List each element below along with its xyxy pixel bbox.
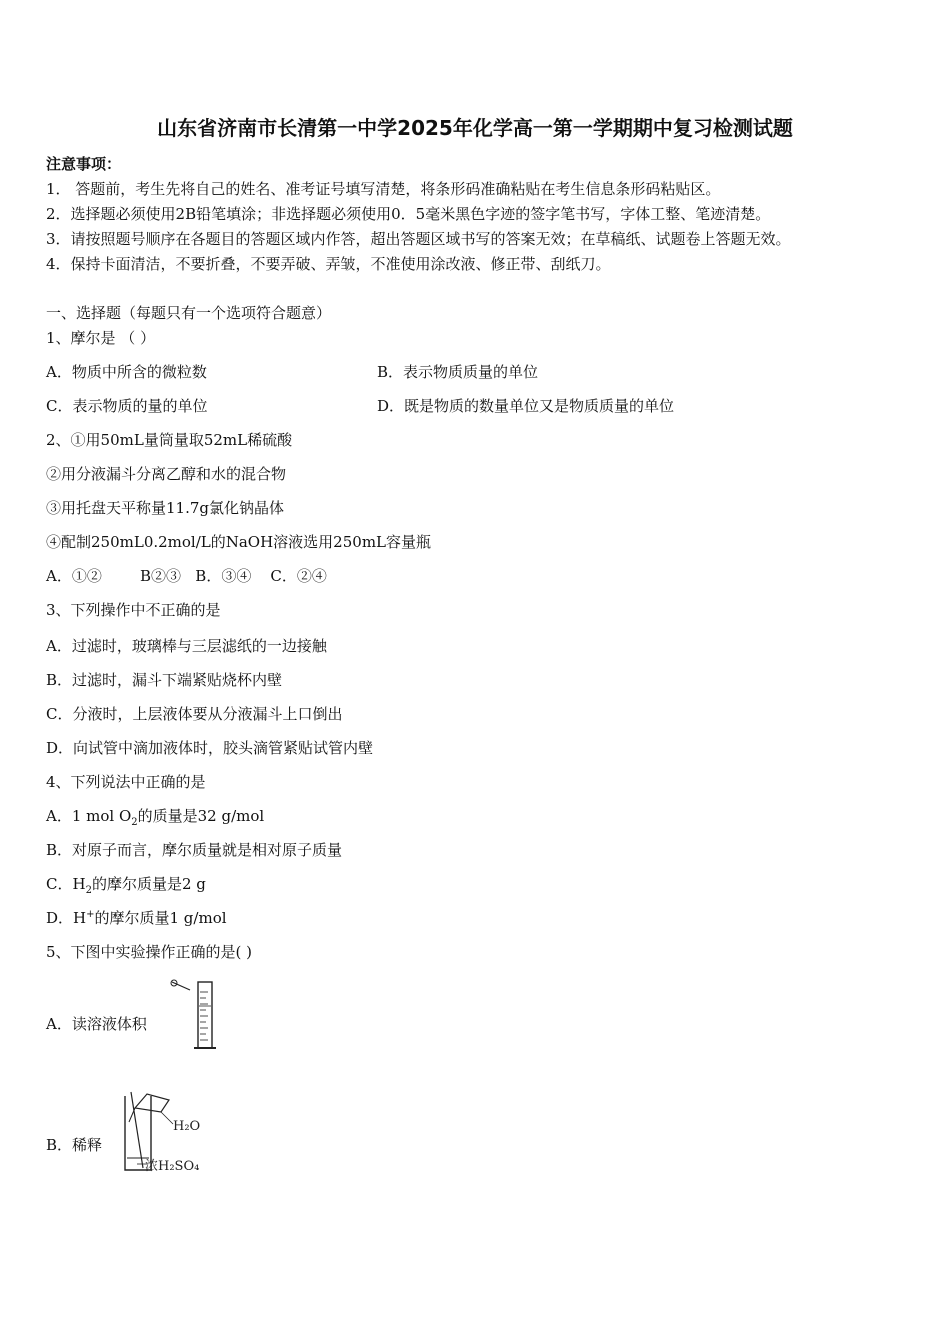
q2-stem: 2、①用50mL量筒量取52mL稀硫酸 [46,431,293,449]
notice-item-3: 3．请按照题号顺序在各题目的答题区域内作答，超出答题区域书写的答案无效；在草稿纸、试题卷上答题无效。 [46,230,791,248]
q1-stem: 1、摩尔是 （ ） [46,329,156,347]
acid-label: 浓H₂SO₄ [145,1159,200,1174]
q1-option-c: C．表示物质的量的单位 [46,397,208,415]
q1-option-b: B．表示物质质量的单位 [377,363,539,381]
notice-heading: 注意事项： [46,155,122,173]
dilution-figure [115,1088,215,1178]
q3-option-d: D．向试管中滴加液体时，胶头滴管紧贴试管内壁 [46,739,374,757]
q4-option-a: A．1 mol $O_2$的质量是32 g/mol [46,807,265,828]
q3-option-c: C．分液时，上层液体要从分液漏斗上口倒出 [46,705,343,723]
q5-stem: 5、下图中实验操作正确的是( ) [46,943,253,961]
q5-option-b: B．稀释 [46,1136,103,1154]
q3-stem: 3、下列操作中不正确的是 [46,601,221,619]
q2-statement-3: ③用托盘天平称量11.7g氯化钠晶体 [46,499,285,517]
page-title: 山东省济南市长清第一中学2025年化学高一第一学期期中复习检测试题 [157,116,793,140]
notice-item-2: 2．选择题必须使用2B铅笔填涂；非选择题必须使用0．5毫米黑色字迹的签字笔书写，字体工整、笔迹清楚。 [46,205,771,223]
q1-option-d: D．既是物质的数量单位又是物质质量的单位 [377,397,675,415]
q3-option-b: B．过滤时，漏斗下端紧贴烧杯内壁 [46,671,283,689]
q1-option-a: A．物质中所含的微粒数 [46,363,207,381]
q3-option-a: A．过滤时，玻璃棒与三层滤纸的一边接触 [46,637,327,655]
q4-option-d: D．H+的摩尔质量1 g/mol [46,909,227,927]
section-heading: 一、选择题（每题只有一个选项符合题意） [46,304,332,322]
water-label: H₂O [173,1119,201,1134]
q2-statement-4: ④配制250mL0.2mol/L的NaOH溶液选用250mL容量瓶 [46,533,431,551]
q4-option-b: B．对原子而言，摩尔质量就是相对原子质量 [46,841,343,859]
graduated-cylinder-figure [168,976,218,1054]
notice-item-1: 1． 答题前，考生先将自己的姓名、准考证号填写清楚，将条形码准确粘贴在考生信息条形码粘贴区。 [46,180,721,198]
q4-stem: 4、下列说法中正确的是 [46,773,206,791]
q2-options: A．①② B②③ B．③④ C．②④ [46,567,327,585]
q4-option-c: C．$H_2$的摩尔质量是2 g [46,875,206,896]
q2-statement-2: ②用分液漏斗分离乙醇和水的混合物 [46,465,287,483]
q5-option-a: A．读溶液体积 [46,1015,147,1033]
notice-item-4: 4．保持卡面清洁，不要折叠，不要弄破、弄皱，不准使用涂改液、修正带、刮纸刀。 [46,255,611,273]
